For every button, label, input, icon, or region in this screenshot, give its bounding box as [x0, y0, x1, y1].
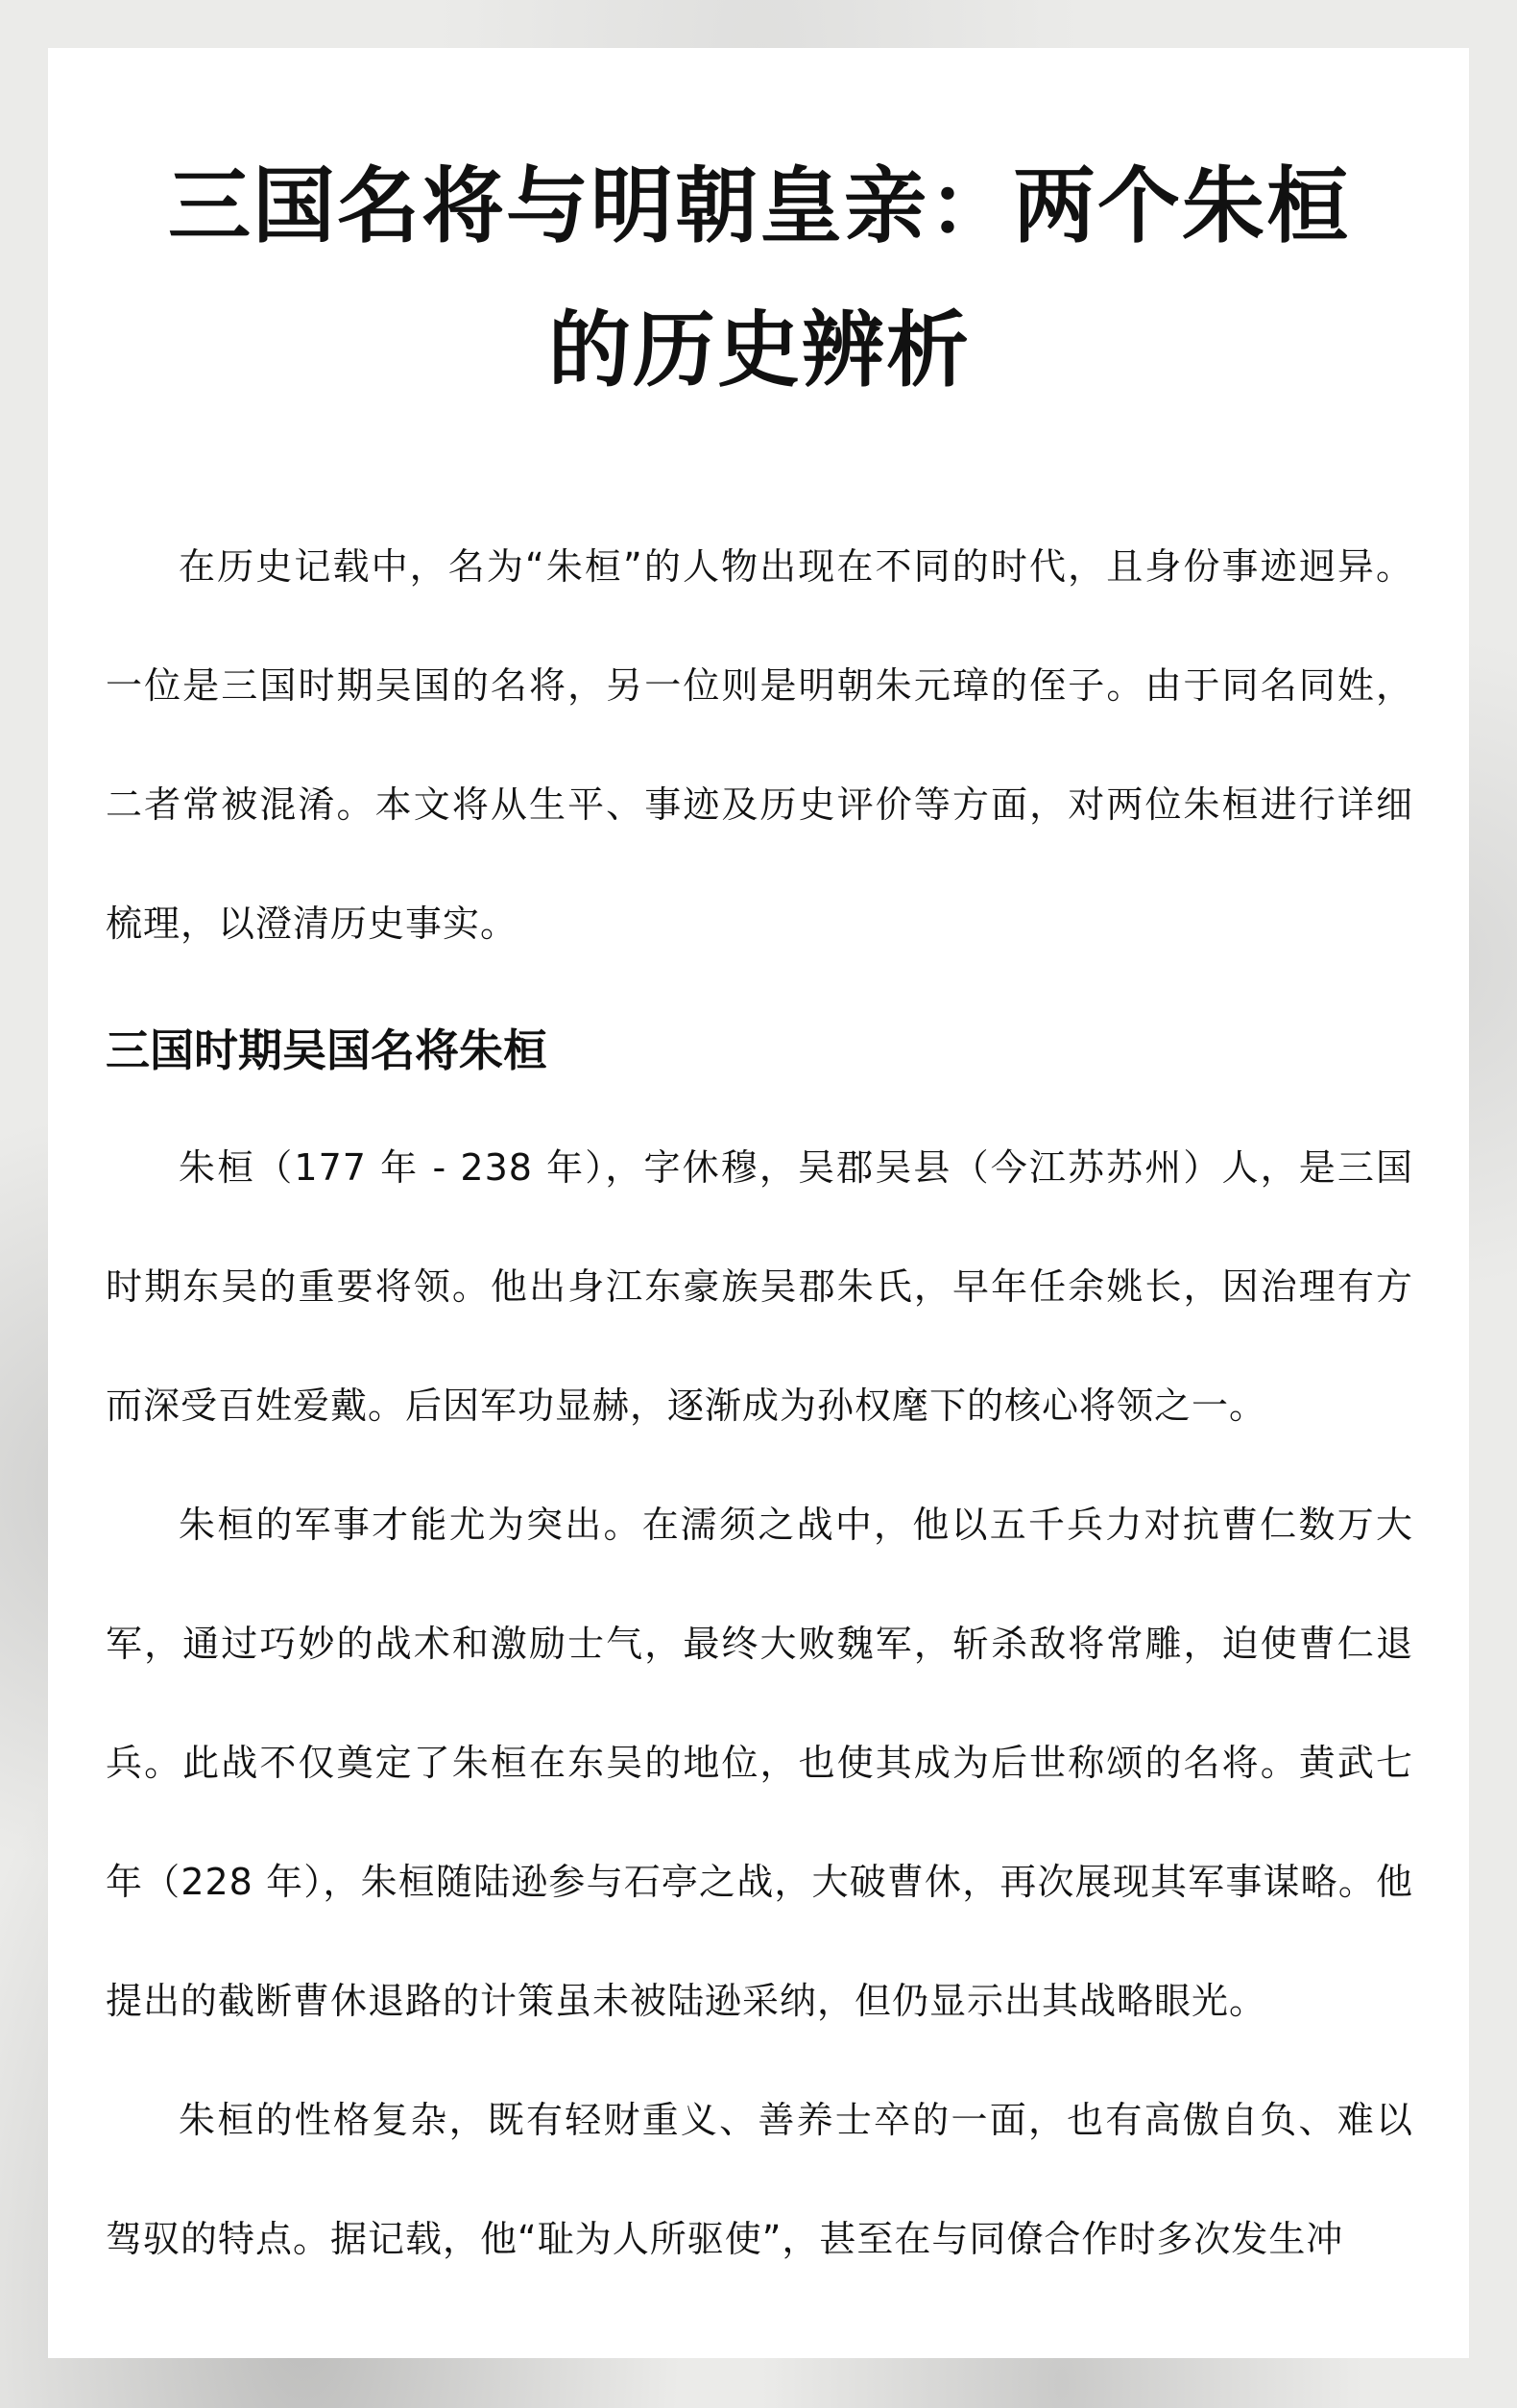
intro-paragraph: 在历史记载中，名为“朱桓”的人物出现在不同的时代，且身份事迹迥异。一位是三国时期吴国的名将，另一位则是明朝朱元璋的侄子。由于同名同姓，二者常被混淆。本文将从生平、事迹及历史评价等方面，对两位朱桓进行详细梳理，以澄清历史事实。 — [106, 545, 1413, 945]
body-paragraph: 朱桓的性格复杂，既有轻财重义、善养士卒的一面，也有高傲自负、难以驾驭的特点。据记载，他“耻为人所驱使”，甚至在与同僚合作时多次发生冲 — [106, 2099, 1413, 2260]
article-title: 三国名将与明朝皇亲：两个朱桓的历史辨析 — [168, 158, 1351, 398]
body-paragraph: 朱桓（177 年 - 238 年），字休穆，吴郡吴县（今江苏苏州）人，是三国时期东吴的重要将领。他出身江东豪族吴郡朱氏，早年任余姚长，因治理有方而深受百姓爱戴。后因军功显赫，逐渐成为孙权麾下的核心将领之一。 — [106, 1146, 1413, 1427]
article-page — [48, 48, 1469, 2358]
section-heading: 三国时期吴国名将朱桓 — [106, 1024, 547, 1076]
body-paragraph: 朱桓的军事才能尤为突出。在濡须之战中，他以五千兵力对抗曹仁数万大军，通过巧妙的战术和激励士气，最终大败魏军，斩杀敌将常雕，迫使曹仁退兵。此战不仅奠定了朱桓在东吴的地位，也使其成为后世称颂的名将。黄武七年（228 年），朱桓随陆逊参与石亭之战，大破曹休，再次展现其军事谋略。他提出的截断曹休退路的计策虽未被陆逊采纳，但仍显示出其战略眼光。 — [106, 1504, 1413, 2022]
